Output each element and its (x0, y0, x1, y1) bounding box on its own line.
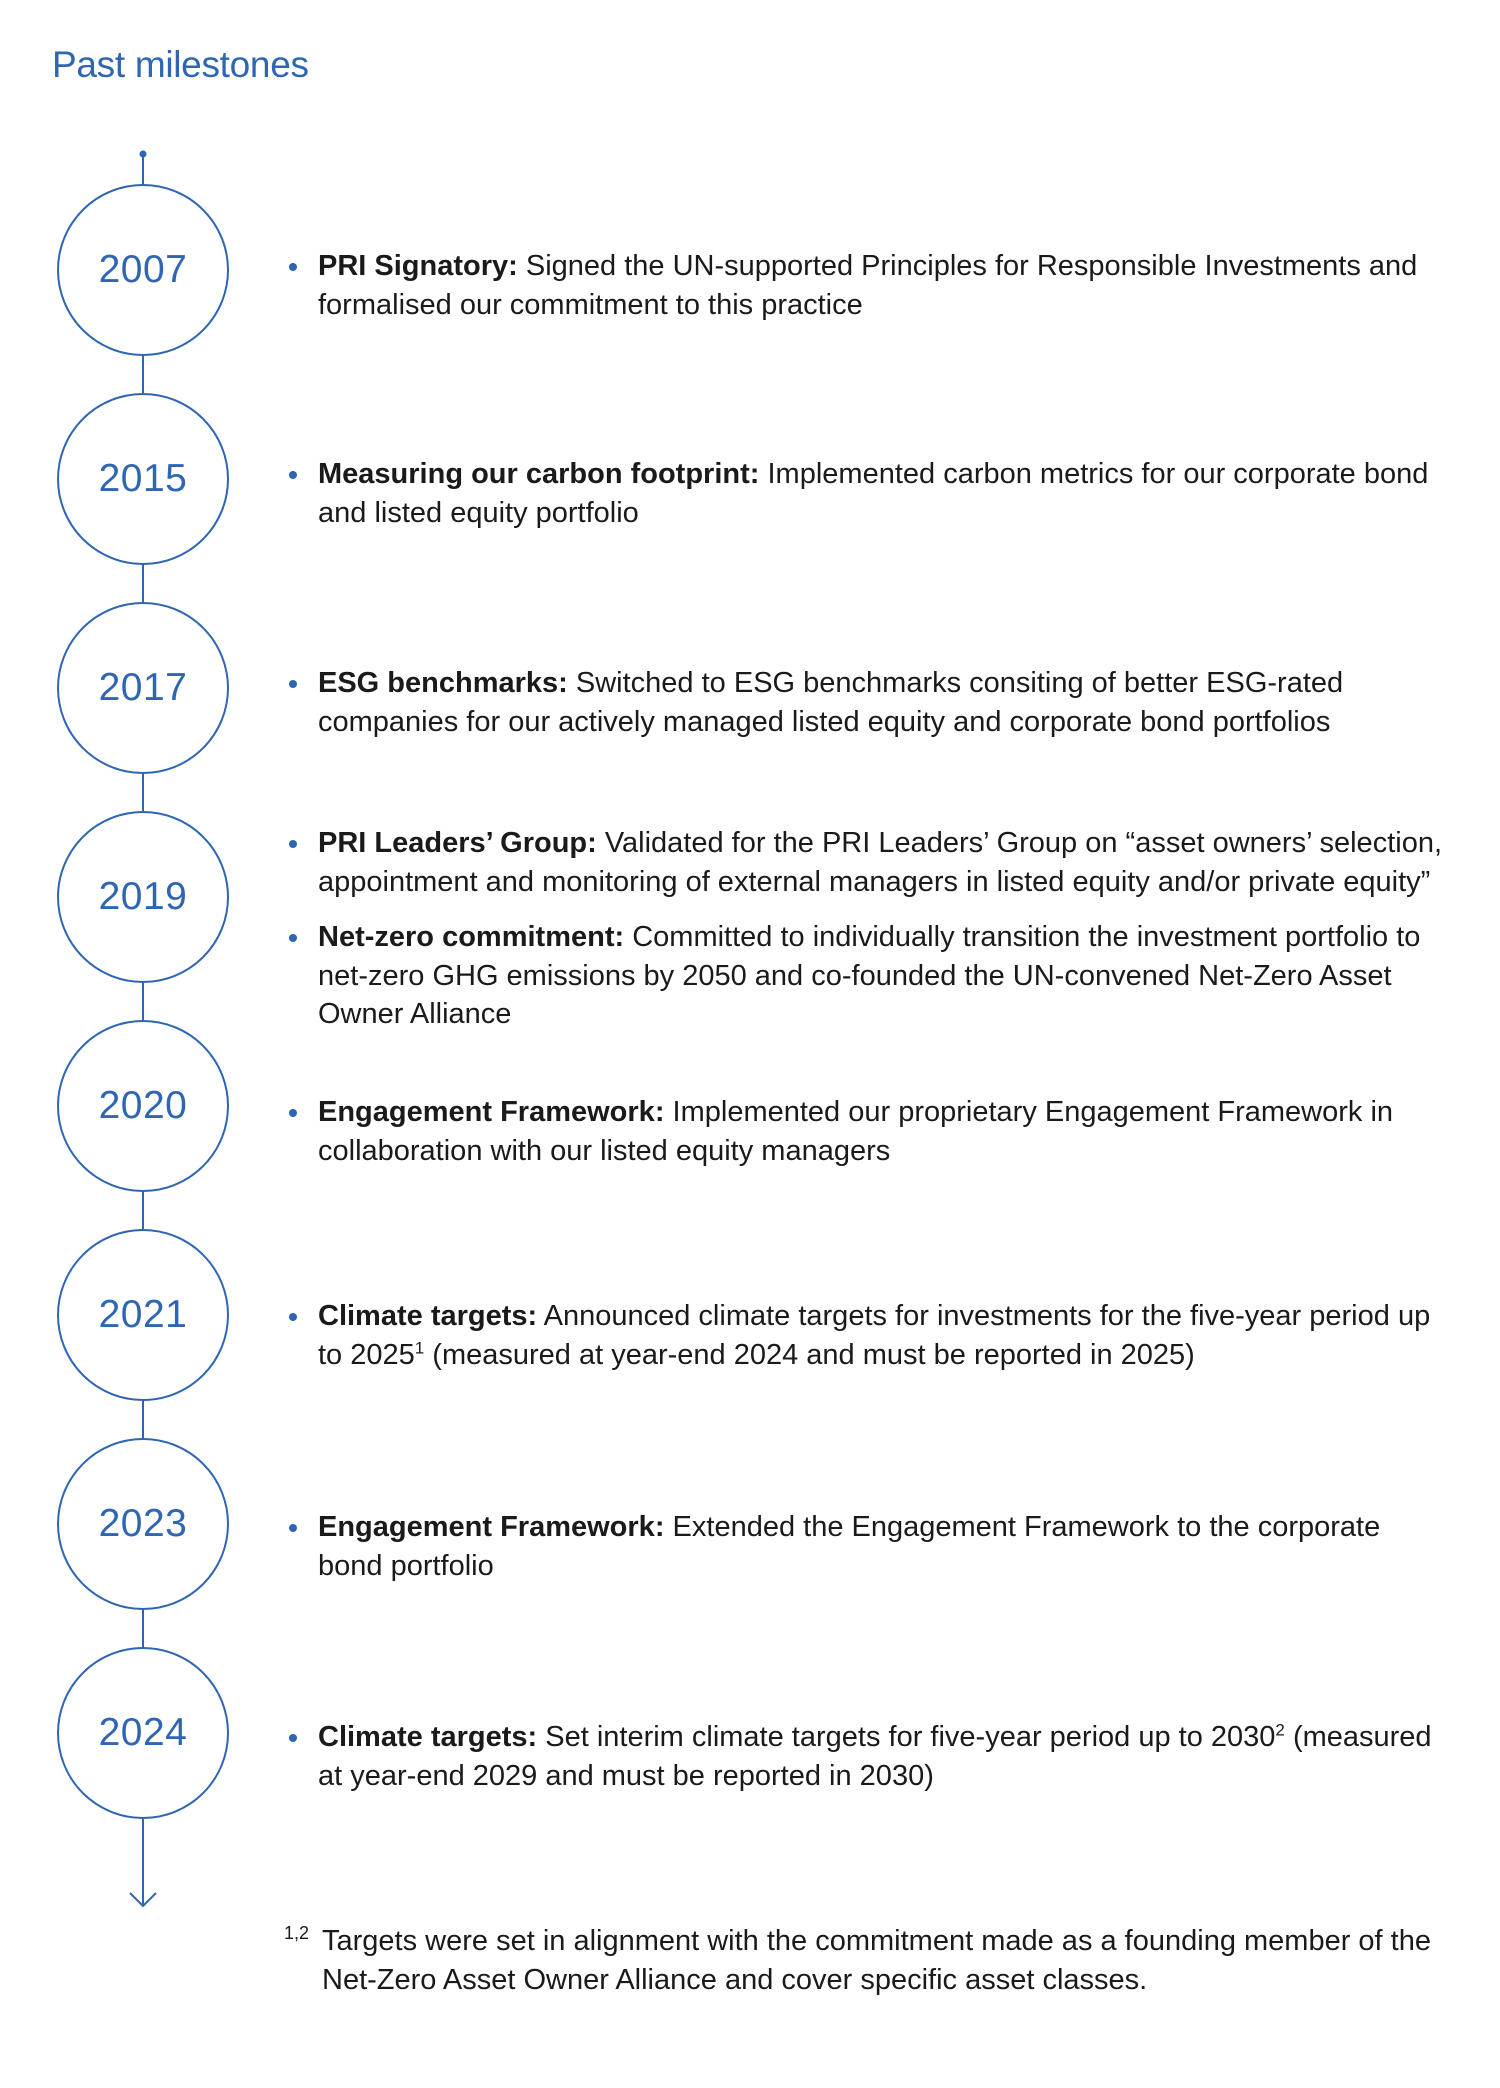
timeline-year-circles (58, 185, 228, 1818)
bullet-icon (289, 1734, 297, 1742)
milestone-heading: ESG benchmarks: (318, 667, 568, 699)
year-label: 2017 (98, 666, 188, 709)
bullet-icon (289, 1313, 297, 1321)
milestone-heading: Climate targets: (318, 1721, 538, 1753)
page-title: Past milestones (52, 44, 309, 85)
milestone-text-continued: (measured at year-end 2024 and must be reported in 2025) (424, 1338, 1195, 1371)
milestone-text: Committed to individually transition the investment portfolio to net-zero GHG emissions by 2050 and co-founded the UN-convened Net-Zero Asset Owner Alliance (318, 921, 1421, 1030)
milestone-text: Switched to ESG benchmarks consiting of better ESG-rated companies for our actively managed listed equity and corporate bond portfolios (318, 667, 1344, 738)
milestone-text-continued: (measured at year-end 2029 and must be reported in 2030) (318, 1721, 1432, 1792)
milestone-item (318, 455, 1448, 532)
timeline-start-dot (140, 151, 147, 158)
bullet-icon (289, 680, 297, 688)
milestone-item (318, 918, 1448, 1034)
footnote-text: Targets were set in alignment with the commitment made as a founding member of the Net-Zero Asset Owner Alliance and cover specific asset classes. (322, 1925, 1431, 1996)
milestone-item (318, 824, 1448, 901)
milestone-heading: PRI Leaders’ Group: (318, 827, 597, 859)
milestone-item (318, 1297, 1448, 1374)
milestone-item (318, 1718, 1448, 1795)
year-label: 2023 (98, 1502, 188, 1545)
bullet-icon (289, 263, 297, 271)
bullet-icon (289, 1109, 297, 1117)
milestone-item (318, 1508, 1448, 1585)
milestone-heading: Engagement Framework: (318, 1096, 665, 1128)
footnote-reference: 1 (414, 1337, 425, 1357)
year-label: 2015 (98, 457, 188, 500)
milestone-text: Announced climate targets for investments for the five-year period up to 2025 (318, 1300, 1431, 1371)
milestone-heading: Engagement Framework: (318, 1511, 665, 1543)
milestone-heading: PRI Signatory: (318, 250, 518, 282)
milestone-heading: Measuring our carbon footprint: (318, 458, 760, 490)
milestone-text: Extended the Engagement Framework to the corporate bond portfolio (318, 1511, 1381, 1582)
year-label: 2019 (98, 875, 188, 918)
milestone-text: Signed the UN-supported Principles for Responsible Investments and formalised our commitment to this practice (318, 250, 1418, 321)
milestone-item (318, 247, 1448, 324)
milestone-text: Validated for the PRI Leaders’ Group on “asset owners’ selection, appointment and monitoring of external managers in listed equity and/or private equity” (318, 827, 1443, 898)
year-label: 2024 (98, 1711, 188, 1754)
footnote (284, 1922, 1434, 1999)
bullet-icon (289, 471, 297, 479)
milestone-item (318, 664, 1448, 741)
milestone-text: Implemented our proprietary Engagement Framework in collaboration with our listed equity managers (318, 1096, 1394, 1167)
year-label: 2021 (98, 1293, 188, 1336)
bullet-icon (289, 840, 297, 848)
milestone-text: Set interim climate targets for five-year period up to 2030 (537, 1721, 1276, 1753)
year-label: 2020 (98, 1084, 188, 1127)
milestone-heading: Climate targets: (318, 1300, 538, 1332)
milestone-item (318, 1093, 1448, 1170)
milestone-text: Implemented carbon metrics for our corporate bond and listed equity portfolio (318, 458, 1429, 529)
timeline-arrow-icon (130, 1893, 156, 1906)
bullet-icon (289, 934, 297, 942)
footnote-marks: 1,2 (284, 1923, 310, 1943)
milestone-heading: Net-zero commitment: (318, 921, 625, 953)
footnote-reference: 2 (1275, 1720, 1285, 1740)
year-label: 2007 (98, 248, 188, 291)
bullet-icon (289, 1524, 297, 1532)
